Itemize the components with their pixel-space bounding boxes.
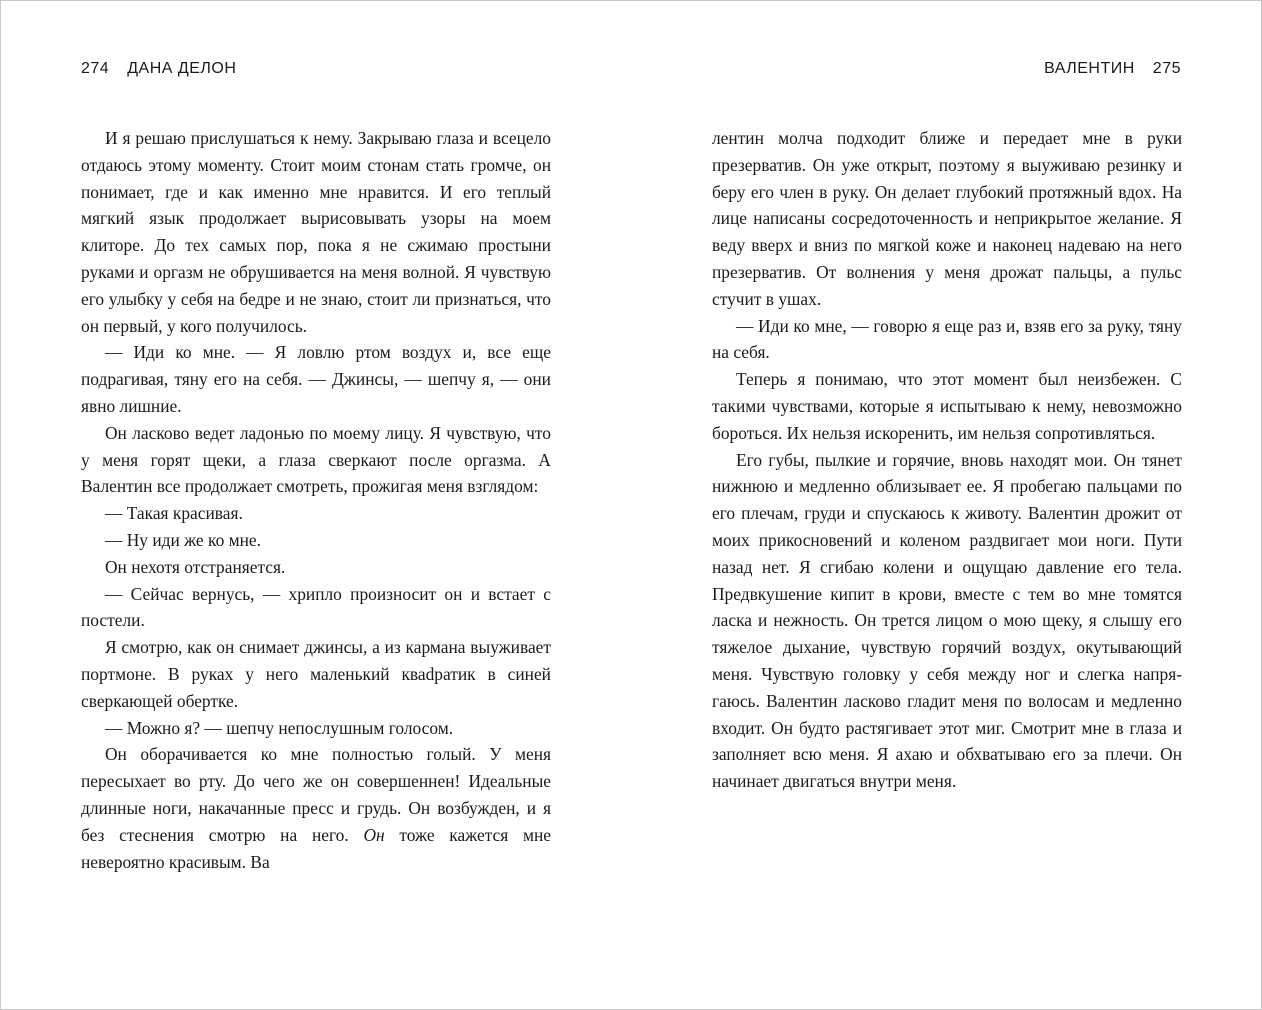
paragraph: — Можно я? — шепчу непослушным голосом.: [105, 717, 454, 738]
paragraph: Теперь я понимаю, что этот момент был неизбежен. С такими чувствами, которые я испытываю к нему, невозможно бороться. Их нельзя искоренить, им нельзя сопротивляться.: [712, 369, 1182, 443]
paragraph: — Такая красивая.: [105, 503, 243, 524]
left-running-head: [81, 60, 236, 78]
paragraph: — Сейчас вернусь, — хрипло произносит он и встает с постели.: [81, 583, 551, 631]
right-page-number: 275: [1152, 60, 1181, 77]
paragraph: Он ласково ведет ладонью по моему лицу. Я чувствую, что у меня горят щеки, а глаза сверкают после оргазма. А Валентин все продолжает смотреть, прожигая меня взглядом:: [81, 422, 551, 497]
right-header-title: ВАЛЕНТИН: [1044, 60, 1135, 77]
left-page-body: [81, 125, 551, 875]
paragraph-continued: лентин молча подходит ближе и передает мне в руки презерватив. Он уже открыт, поэтому я выуживаю резинку и беру его член в руку. Он делает глубокий протяжный вдох. На лице написаны сосредоточенность и неприкрытое желание. Я веду вверх и вниз по мягкой коже и наконец надеваю на него презерватив. От волнения у меня дрожат пальцы, а пульс стучит в ушах.: [712, 128, 1182, 309]
paragraph: Я смотрю, как он снимает джинсы, а из кармана выуживает портмоне. В руках у него маленький кваdратик в синей сверкающей обертке.: [81, 637, 551, 711]
right-page: [631, 0, 1262, 1010]
paragraph: Он нехотя отстраняется.: [105, 556, 286, 577]
paragraph: — Иди ко мне, — говорю я еще раз и, взяв его за руку, тяну на себя.: [712, 315, 1182, 363]
paragraph: И я решаю прислушаться к нему. Закрываю глаза и всецело отдаюсь этому моменту. Стоит моим стонам стать громче, он понимает, где и как именно мне нравится. И его теплый мягкий язык продолжает вырисовывать узоры на моем клиторе. До тех самых пор, пока я не сжимаю простыни руками и оргазм не обрушивается на меня волной. Я чувствую его улыбку у себя на бедре и не знаю, стоит ли признаться, что он первый, у кого получилось.: [81, 128, 551, 336]
right-page-body: [712, 125, 1182, 795]
paragraph-last-main: Он оборачивается ко мне полностью голый. У меня пересыхает во рту. До чего же он совершеннен! Идеальные длинные ноги, накачанные пресс и грудь. Он возбужден, и я без стеснения смотрю на него.: [81, 744, 551, 845]
paragraph: Его губы, пылкие и горячие, вновь находят мои. Он тянет нижнюю и медленно облизывает ее. Я пробегаю пальцами по его плечам, груди и спускаюсь к животу. Валентин дрожит от моих прикосновений и коленом раздвигает мои ноги. Пути назад нет. Я сгибаю колени и ощущаю давление его тела. Предвкушение кипит в крови, вместе с тем во мне томятся ласка и нежность. Он трется лицом о мою щеку, я слышу его тяжелое дыхание, чувствую горячий воздух, окутывающий меня. Чувствую головку у себя между ног и слегка напрягаюсь. Валентин ласково гладит меня по волосам и медленно входит. Он будто растягивает этот миг. Смотрит мне в глаза и заполняет всю меня. Я ахаю и обхватываю его за плечи. Он начинает двигаться внутри меня.: [712, 449, 1182, 792]
italic-word: Он: [363, 824, 385, 845]
right-running-head: [1044, 60, 1181, 78]
paragraph-last: [81, 741, 551, 875]
left-page-number: 274: [81, 60, 110, 77]
paragraph: — Иди ко мне. — Я ловлю ртом воздух и, все еще подрагивая, тяну его на себя. — Джинсы, — шепчу я, — они явно лишние.: [81, 342, 551, 416]
left-header-author: ДАНА ДЕЛОН: [127, 60, 237, 77]
paragraph: — Ну иди же ко мне.: [105, 529, 261, 550]
paragraph-last-tail: тоже кажется мне невероятно красивым. Ва: [81, 824, 551, 872]
